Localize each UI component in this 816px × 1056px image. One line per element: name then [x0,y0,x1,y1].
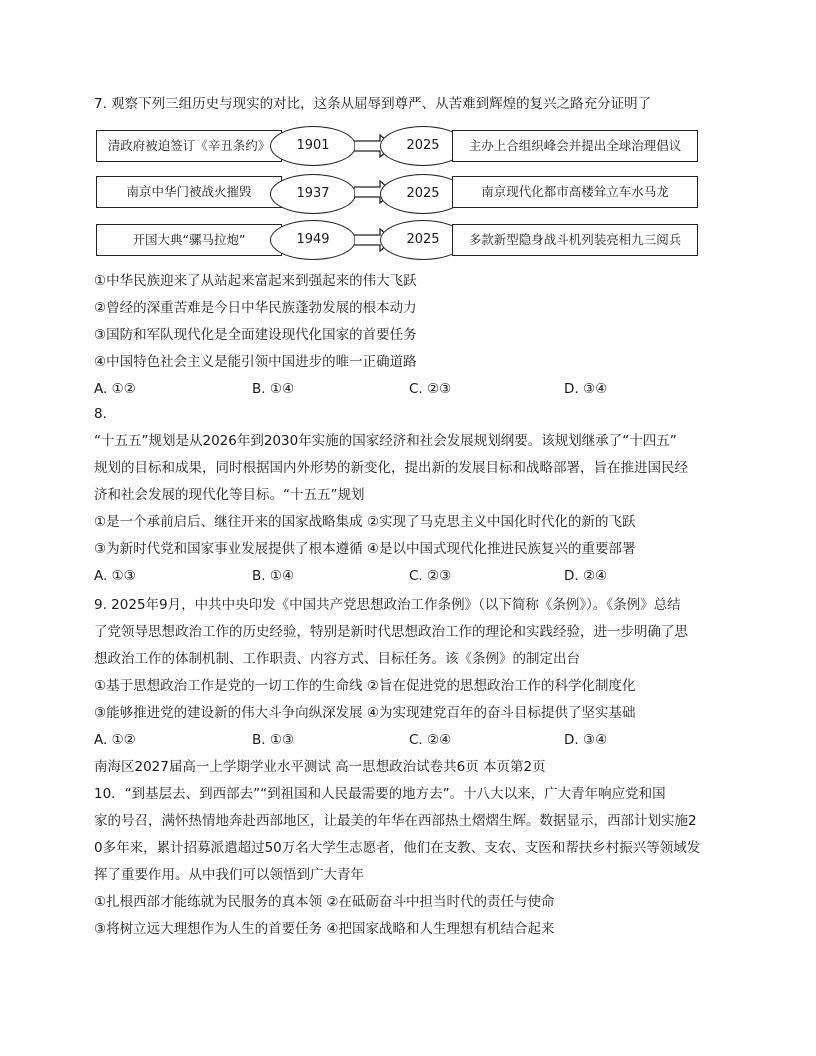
q9-option-a[interactable]: A. ①② [94,732,136,748]
q7-row3-year-from: 1949 [270,220,356,260]
q8-option-d[interactable]: D. ②④ [564,568,608,584]
q9-stem-line: 了党领导思想政治工作的历史经验，特别是新时代思想政治工作的理论和实践经验，进一步明确了思 [94,624,688,640]
q8-option-c[interactable]: C. ②③ [409,568,452,584]
q9-options [94,731,724,749]
q7-row2-history: 南京中华门被战火摧毁 [96,176,282,208]
q10-stem-line: 家的号召，满怀热情地奔赴西部地区，让最美的年华在西部热土熠熠生辉。数据显示，西部计划实施2 [94,813,697,829]
q8-stem-line: 济和社会发展的现代化等目标。“十五五”规划 [94,487,365,503]
q10-statement-line: ③将树立远大理想作为人生的首要任务 ④把国家战略和人生理想有机结合起来 [94,921,555,937]
q7-row1-history: 清政府被迫签订《辛丑条约》 [96,130,282,162]
q7-stem: 7. 观察下列三组历史与现实的对比，这条从屈辱到尊严、从苦难到辉煌的复兴之路充分证明了 [94,96,652,112]
q9-stem-line: 想政治工作的体制机制、工作职责、内容方式、目标任务。该《条例》的制定出台 [94,651,580,667]
q10-stem-line: 10．“到基层去、到西部去”“到祖国和人民最需要的地方去”。十八大以来，广大青年响应党和国 [94,786,666,802]
q9-stem-line: 9. 2025年9月，中共中央印发《中国共产党思想政治工作条例》（以下简称《条例》）。《条例》总结 [94,597,681,613]
q10-statement-line: ①扎根西部才能练就为民服务的真本领 ②在砥砺奋斗中担当时代的责任与使命 [94,894,555,910]
q7-row1-reality: 主办上合组织峰会并提出全球治理倡议 [452,130,698,162]
q7-row1-year-from: 1901 [270,126,356,166]
q7-row3-history: 开国大典“骡马拉炮” [96,224,282,256]
q9-statement-line: ①基于思想政治工作是党的一切工作的生命线 ②旨在促进党的思想政治工作的科学化制度化 [94,678,636,694]
q7-statement: ③国防和军队现代化是全面建设现代化国家的首要任务 [94,327,417,343]
q9-statement-line: ③能够推进党的建设新的伟大斗争向纵深发展 ④为实现建党百年的奋斗目标提供了坚实基础 [94,705,636,721]
q8-option-a[interactable]: A. ①③ [94,568,136,584]
q7-row2-year-from: 1937 [270,174,356,214]
q7-option-a[interactable]: A. ①② [94,381,136,397]
q7-statement: ④中国特色社会主义是能引领中国进步的唯一正确道路 [94,354,417,370]
q8-number: 8. [94,406,107,422]
q9-option-b[interactable]: B. ①③ [252,732,295,748]
q8-stem-line: “十五五”规划是从2026年到2030年实施的国家经济和社会发展规划纲要。该规划继承了“十四五” [94,433,677,449]
q7-row2-year-to: 2025 [380,174,466,214]
q7-statement: ①中华民族迎来了从站起来富起来到强起来的伟大飞跃 [94,273,417,289]
q8-statement-line: ③为新时代党和国家事业发展提供了根本遵循 ④是以中国式现代化推进民族复兴的重要部署 [94,541,636,557]
q7-option-d[interactable]: D. ③④ [564,381,608,397]
q9-option-c[interactable]: C. ②④ [409,732,452,748]
q10-stem-line: 0多年来，累计招募派遣超过50万名大学生志愿者，他们在支教、支农、支医和帮扶乡村振兴等领域发 [94,840,701,856]
q7-statement: ②曾经的深重苦难是今日中华民族蓬勃发展的根本动力 [94,300,417,316]
q9-option-d[interactable]: D. ③④ [564,732,608,748]
q10-stem-line: 挥了重要作用。从中我们可以领悟到广大青年 [94,867,364,883]
q7-row3-reality: 多款新型隐身战斗机列装亮相九三阅兵 [452,224,698,256]
q7-option-b[interactable]: B. ①④ [252,381,295,397]
q7-options [94,380,724,398]
q7-row2-reality: 南京现代化都市高楼耸立车水马龙 [452,176,698,208]
q7-row1-year-to: 2025 [380,126,466,166]
q8-option-b[interactable]: B. ①④ [252,568,295,584]
q8-stem-line: 规划的目标和成果，同时根据国内外形势的新变化，提出新的发展目标和战略部署，旨在推进国民经 [94,460,688,476]
q7-comparison-diagram [96,124,700,260]
q7-row3-year-to: 2025 [380,220,466,260]
q8-statement-line: ①是一个承前启后、继往开来的国家战略集成 ②实现了马克思主义中国化时代化的新的飞跃 [94,514,636,530]
page-footer: 南海区2027届高一上学期学业水平测试 高一思想政治试卷共6页 本页第2页 [94,759,546,775]
q7-option-c[interactable]: C. ②③ [409,381,452,397]
q8-options [94,567,724,585]
